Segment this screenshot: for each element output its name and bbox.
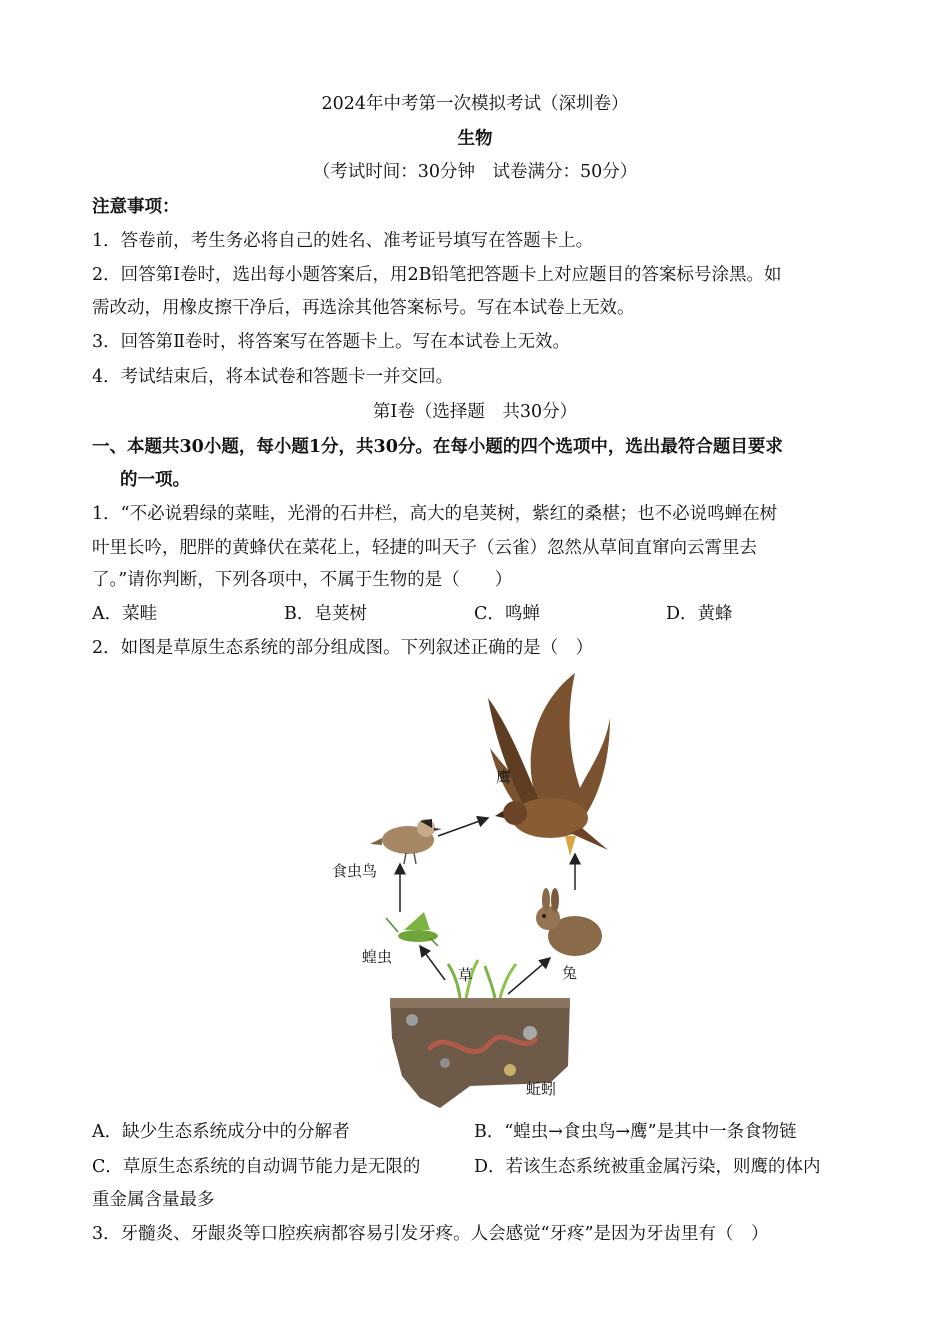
exam-title: 2024年中考第一次模拟考试（深圳卷） [321, 94, 629, 114]
q1-option-c: C．鸣蝉 [474, 604, 540, 624]
q2-option-c: C．草原生态系统的自动调节能力是无限的 [92, 1157, 421, 1177]
note-item: 需改动，用橡皮擦干净后，再选涂其他答案标号。写在本试卷上无效。 [92, 298, 635, 318]
q2-option-a: A．缺少生态系统成分中的分解者 [92, 1122, 350, 1142]
rabbit-illustration [536, 888, 602, 956]
earthworm-label: 蚯蚓 [526, 1080, 557, 1098]
food-web-figure [320, 668, 620, 1108]
q2-stem: 2．如图是草原生态系统的部分组成图。下列叙述正确的是（ ） [92, 638, 594, 658]
q2-option-b: B．“蝗虫→食虫鸟→鹰”是其中一条食物链 [474, 1122, 797, 1142]
exam-info: （考试时间：30分钟 试卷满分：50分） [312, 162, 638, 182]
rabbit-label: 兔 [562, 964, 578, 982]
q2-option-d-cont: 重金属含量最多 [92, 1190, 215, 1210]
grass-label: 草 [458, 966, 474, 984]
insectivorous-bird-illustration [370, 819, 442, 864]
section-instruction: 一、本题共30小题，每小题1分，共30分。在每小题的四个选项中，选出最符合题目要求 [92, 437, 783, 457]
q1-option-a: A．菜畦 [92, 604, 158, 624]
note-item: 4．考试结束后，将本试卷和答题卡一并交回。 [92, 367, 454, 387]
note-item: 1．答卷前，考生务必将自己的姓名、准考证号填写在答题卡上。 [92, 231, 594, 251]
grasshopper-illustration [386, 912, 438, 946]
q1-stem: 1．“不必说碧绿的菜畦，光滑的石井栏，高大的皂荚树，紫红的桑椹；也不必说鸣蝉在树 [92, 504, 778, 524]
eagle-label: 鹰 [496, 768, 512, 786]
note-item: 3．回答第Ⅱ卷时，将答案写在答题卡上。写在本试卷上无效。 [92, 332, 571, 352]
exam-subject: 生物 [457, 129, 493, 149]
section-instruction-cont: 的一项。 [120, 470, 190, 490]
grasshopper-label: 蝗虫 [362, 948, 393, 966]
q1-option-b: B．皂荚树 [284, 604, 367, 624]
notes-heading: 注意事项： [92, 197, 180, 217]
q3-stem: 3．牙髓炎、牙龈炎等口腔疾病都容易引发牙疼。人会感觉“牙疼”是因为牙齿里有（ ） [92, 1224, 769, 1244]
note-item: 2．回答第Ⅰ卷时，选出每小题答案后，用2B铅笔把答题卡上对应题目的答案标号涂黑。如 [92, 265, 782, 285]
q1-stem-cont: 了。”请你判断，下列各项中，不属于生物的是（ ） [92, 570, 513, 590]
eagle-illustration [488, 673, 610, 856]
q1-option-d: D．黄蜂 [666, 604, 733, 624]
bird-label: 食虫鸟 [332, 862, 378, 880]
q1-stem-cont: 叶里长吟，肥胖的黄蜂伏在菜花上，轻捷的叫天子（云雀）忽然从草间直窜向云霄里去 [92, 538, 757, 558]
section-title: 第Ⅰ卷（选择题 共30分） [372, 402, 578, 422]
q2-option-d: D．若该生态系统被重金属污染，则鹰的体内 [474, 1157, 821, 1177]
